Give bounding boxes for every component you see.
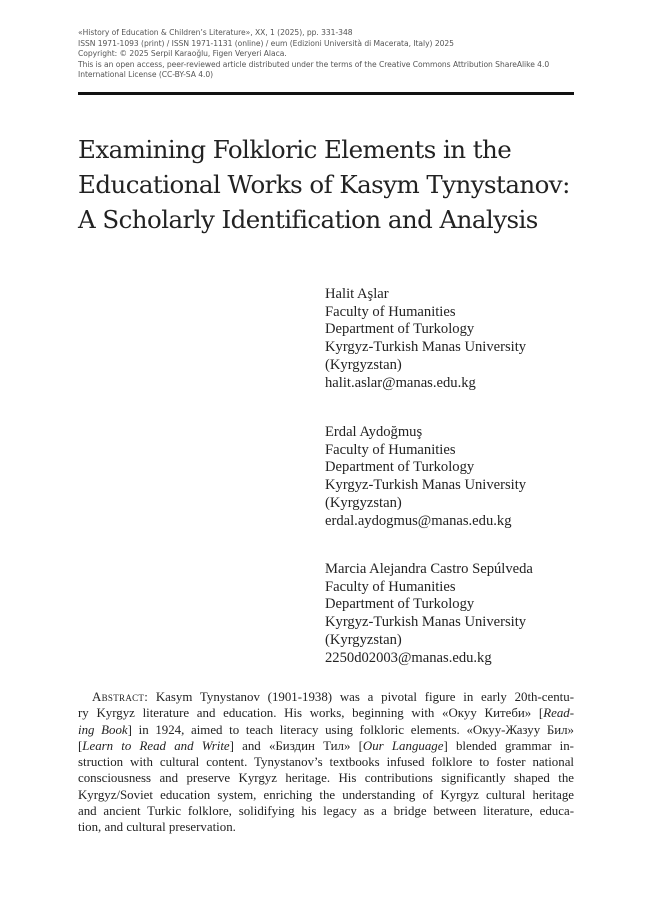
author-name: Marcia Alejandra Castro Sepúlveda xyxy=(325,561,533,577)
author-country: (Kyrgyzstan) xyxy=(325,494,402,511)
abstract-line: ry Kyrgyz literature and education. His works, beginning with «Окуу Китеби» [Read- xyxy=(78,706,574,721)
abstract-line: [Learn to Read and Write] and «Биздин Тил» [Our Language] blended grammar in- xyxy=(78,738,574,753)
header-citation: «History of Education & Children’s Literature», XX, 1 (2025), pp. 331-348 xyxy=(78,28,353,37)
author-faculty: Faculty of Humanities xyxy=(325,441,456,458)
header-issn: ISSN 1971-1093 (print) / ISSN 1971-1131 (online) / eum (Edizioni Università di Macerata, Italy) 2025 xyxy=(78,38,454,48)
author-email: halit.aslar@manas.edu.kg xyxy=(325,374,476,391)
author-block-1 xyxy=(325,286,625,392)
author-department: Department of Turkology xyxy=(325,596,475,613)
title-line: Examining Folkloric Elements in the xyxy=(78,135,512,164)
author-department: Department of Turkology xyxy=(325,459,475,476)
author-name: Halit Aşlar xyxy=(325,286,389,302)
author-email: 2250d02003@manas.edu.kg xyxy=(325,649,492,666)
author-faculty: Faculty of Humanities xyxy=(325,303,456,320)
journal-header xyxy=(78,28,575,81)
abstract-line: and ancient Turkic folklore, solidifying his legacy as a bridge between literature, educa- xyxy=(78,804,574,819)
title-line: A Scholarly Identification and Analysis xyxy=(78,205,538,234)
abstract-line: tion, and cultural preservation. xyxy=(78,820,236,835)
abstract-line: consciousness and preserve Kyrgyz heritage. His contributions significantly shaped the xyxy=(78,771,574,786)
author-country: (Kyrgyzstan) xyxy=(325,631,402,648)
author-block-2 xyxy=(325,424,625,530)
header-rule xyxy=(78,92,574,95)
header-license-cont: International License (CC-BY-SA 4.0) xyxy=(78,70,214,79)
title-line: Educational Works of Kasym Tynystanov: xyxy=(78,170,570,199)
article-title xyxy=(78,132,588,237)
author-name: Erdal Aydoğmuş xyxy=(325,424,423,440)
author-university: Kyrgyz-Turkish Manas University xyxy=(325,339,527,356)
abstract-label: Abstract: xyxy=(92,690,149,704)
author-faculty: Faculty of Humanities xyxy=(325,578,456,595)
header-copyright: Copyright: © 2025 Serpil Karaoğlu, Figen Veryeri Alaca. xyxy=(78,49,287,58)
author-block-3 xyxy=(325,561,625,667)
author-university: Kyrgyz-Turkish Manas University xyxy=(325,614,527,631)
abstract-line: Abstract: Kasym Tynystanov (1901-1938) was a pivotal figure in early 20th-centu- xyxy=(92,690,574,704)
author-university: Kyrgyz-Turkish Manas University xyxy=(325,477,527,494)
abstract-line: ing Book] in 1924, aimed to teach literacy using folkloric elements. «Окуу-Жазуу Бил» xyxy=(78,722,574,737)
header-license: This is an open access, peer-reviewed article distributed under the terms of the Creative Commons Attribution ShareAlike 4.0 xyxy=(78,59,550,69)
abstract-line: struction with cultural content. Tynystanov’s textbooks infused folklore to foster national xyxy=(78,755,574,770)
author-email: erdal.aydogmus@manas.edu.kg xyxy=(325,512,512,529)
author-department: Department of Turkology xyxy=(325,321,475,338)
author-country: (Kyrgyzstan) xyxy=(325,356,402,373)
abstract xyxy=(78,689,574,836)
abstract-line: Kyrgyz/Soviet education system, enriching the understanding of Kyrgyz cultural heritage xyxy=(78,787,574,802)
